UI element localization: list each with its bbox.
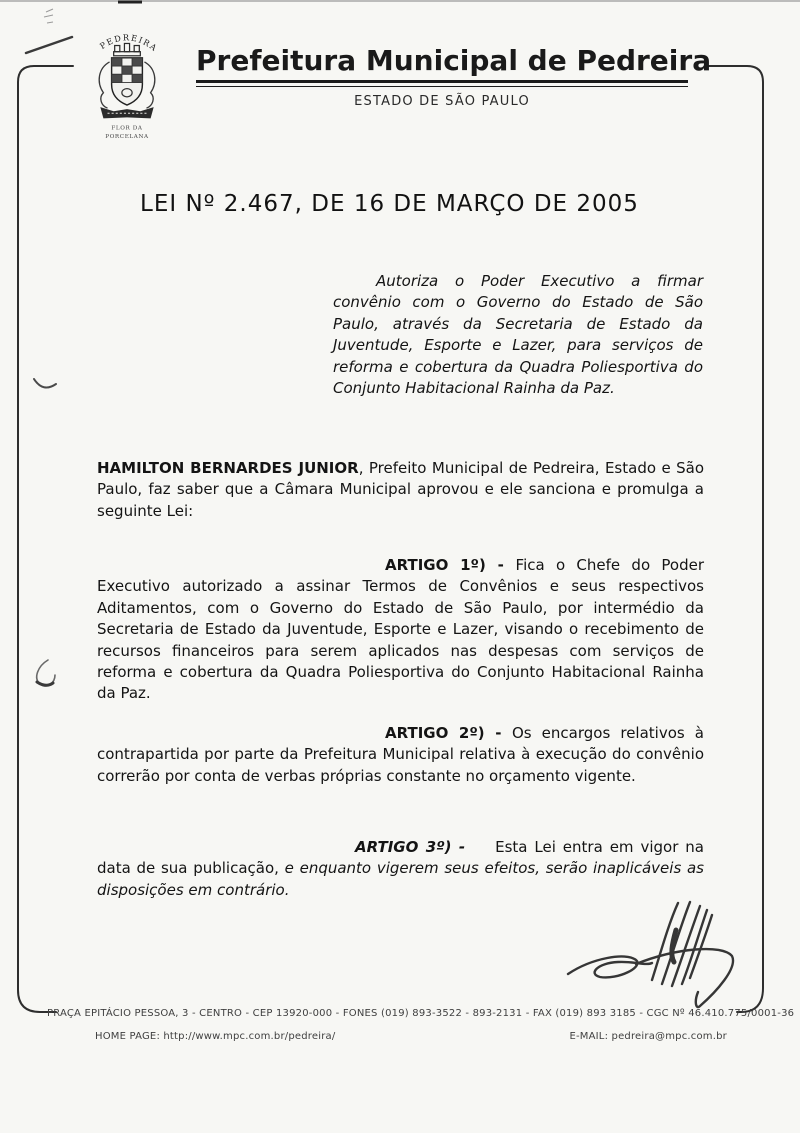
footer-homepage: HOME PAGE: http://www.mpc.com.br/pedreira/: [95, 1031, 336, 1042]
emblem-arc-text: PEDREIRA: [97, 32, 160, 54]
coat-of-arms: [91, 25, 163, 143]
article-2: [97, 723, 704, 787]
letterhead: [196, 44, 712, 109]
emblem-motto-line1: FLOR DA: [111, 125, 143, 132]
law-preamble: [97, 458, 704, 522]
article-3-label: ARTIGO 3º) -: [355, 838, 466, 856]
article-3-text: Esta Lei entra em vigor na data de sua publicação,: [97, 838, 704, 878]
article-1: [97, 555, 704, 705]
article-2-label: ARTIGO 2º) -: [385, 724, 512, 742]
emblem-crown: [114, 43, 141, 55]
footer-links: [95, 1031, 727, 1042]
letterhead-subtitle: ESTADO DE SÃO PAULO: [354, 94, 530, 109]
preamble-text: , Prefeito Municipal de Pedreira, Estado e São Paulo, faz saber que a Câmara Municipal aprovou e ele sanciona e promulga a seguinte Lei:: [97, 459, 704, 520]
mayor-name: HAMILTON BERNARDES JUNIOR: [97, 459, 359, 477]
law-title: LEI Nº 2.467, DE 16 DE MARÇO DE 2005: [140, 191, 639, 217]
law-summary: Autoriza o Poder Executivo a firmar convênio com o Governo do Estado de São Paulo, através da Secretaria de Estado da Juventude, Esporte e Lazer, para serviços de reforma e cobertura da Quadra Poliesportiva do Conjunto Habitacional Rainha da Paz.: [333, 272, 703, 398]
emblem-motto-line2: PORCELANA: [105, 133, 149, 140]
letterhead-title: Prefeitura Municipal de Pedreira: [196, 44, 712, 77]
article-2-text: Os encargos relativos à contrapartida por parte da Prefeitura Municipal relativa à execução do convênio correrão por conta de verbas próprias constante no orçamento vigente.: [97, 724, 704, 785]
article-1-text: Fica o Chefe do Poder Executivo autorizado a assinar Termos de Convênios e seus respectivos Aditamentos, com o Governo do Estado de São Paulo, por intermédio da Secretaria de Estado da Juventude, Esporte e Lazer, visando o recebimento de recursos financeiros para serem aplicados nas despesas com serviços de reforma e cobertura da Quadra Poliesportiva do Conjunto Habitacional Rainha da Paz.: [97, 556, 704, 703]
article-3-text-italic: e enquanto vigerem seus efeitos, serão inaplicáveis as disposições em contrário.: [97, 859, 704, 899]
letterhead-rule: [196, 80, 688, 87]
article-1-label: ARTIGO 1º) -: [385, 556, 516, 574]
article-3: [97, 837, 704, 901]
footer-email: E-MAIL: pedreira@mpc.com.br: [569, 1031, 727, 1042]
footer-address: PRAÇA EPITÁCIO PESSOA, 3 - CENTRO - CEP 13920-000 - FONES (019) 893-3522 - 893-2131 - FAX (019) 893 3185 - CGC Nº 46.410.775/0001-36: [47, 1008, 795, 1019]
